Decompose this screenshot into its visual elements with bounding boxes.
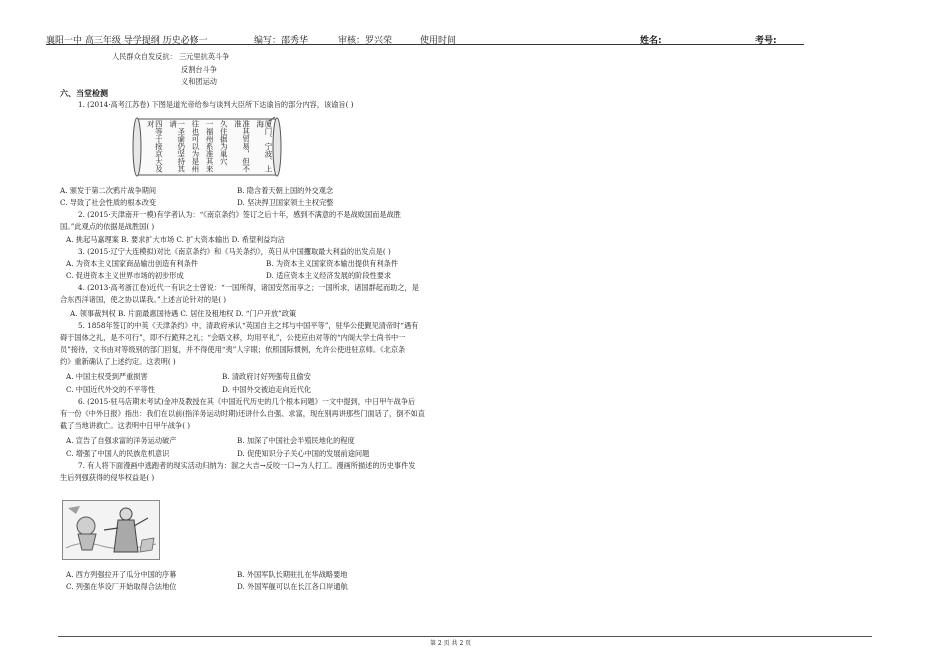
q2-stem-1: 2. (2015·天津南开一模)有学者认为：“《南京条约》签订之后十年，感到不满意的不是战败国而是战胜 (78, 210, 401, 219)
page-header (0, 0, 950, 46)
q1-option-b: B. 隐含着天朝上国的外交观念 (237, 186, 334, 195)
section-title: 六、当堂检测 (60, 89, 108, 98)
q6-stem-1: 6. (2015·驻马店期末考试)金冲及教授在其《中国近代历史的几个根本问题》一文中提到，中日甲午战争后 (78, 397, 416, 406)
q7-option-c: C. 列强在华设厂开始取得合法地位 (66, 582, 177, 591)
q4-options: A. 领事裁判权 B. 片面最惠国待遇 C. 居住及租地权 D. “门户开放”政策 (70, 309, 297, 318)
header-title: 襄阳一中 高三年级 导学提纲 历史必修一 (46, 36, 208, 46)
scroll-column-1: 厦门、宁波、上海 (255, 120, 273, 173)
q5-stem-4: 约》重新确认了上述约定。这表明( ) (60, 357, 176, 366)
q6-option-a: A. 宣告了自强求富的洋务运动破产 (66, 436, 177, 445)
header-reviewer: 审核：罗兴荣 (338, 36, 393, 46)
header-name-label: 姓名: (640, 36, 662, 46)
q3-option-b: B. 为资本主义国家资本输出提供有利条件 (266, 259, 399, 268)
q7-option-d: D. 外国军舰可以在长江各口岸通航 (237, 582, 348, 591)
q3-stem: 3. (2015·辽宁大连模拟)对比《南京条约》和《马关条约》，英日从中国攫取最大利益的出发点是( ) (78, 247, 391, 256)
scroll-column-3: 久住据为巢穴 (219, 120, 229, 165)
q6-option-b: B. 加深了中国社会半殖民地化的程度 (237, 436, 355, 445)
q1-option-d: D. 坚决捍卫国家领土主权完整 (237, 198, 334, 207)
scroll-column-2: 准其贸易，但不准 (233, 120, 251, 173)
page-number: 第 2 页 共 2 页 (430, 640, 472, 647)
q6-stem-3: 截了当地讲救亡。这表明中日甲午战争( ) (60, 421, 191, 430)
header-divider (46, 44, 804, 45)
q4-stem-2: 合东西洋诸国，使之协以谋我。”上述言论针对的是( ) (60, 295, 227, 304)
scroll-column-6: 一圣谕仍坚持其请 (168, 120, 186, 173)
q7-option-b: B. 外国军队长期驻扎在华战略要地 (237, 570, 348, 579)
q7-option-a: A. 西方列强拉开了瓜分中国的序幕 (66, 570, 177, 579)
q1-option-a: A. 颁发于第二次鸦片战争期间 (60, 186, 157, 195)
header-exam-no-label: 考号: (755, 36, 777, 46)
q3-option-d: D. 适应资本主义经济发展的阶段性要求 (266, 271, 392, 280)
header-editor: 编写：邵秀华 (254, 36, 309, 46)
q3-option-c: C. 促进资本主义世界市场的初步形成 (66, 271, 184, 280)
q5-stem-2: 碍于国体之礼，是不可行”，即不行跪拜之礼；“会晤文移，均用平礼”，公使应由对等的“内阁大学士尚书中一 (60, 333, 406, 342)
footer-divider (58, 636, 872, 637)
q5-option-a: A. 中国主权受到严重损害 (66, 372, 148, 381)
q5-option-d: D. 中国外交被迫走向近代化 (222, 385, 312, 394)
q5-stem-1: 5. 1858年签订的中英《天津条约》中，清政府承认“英国自主之邦与中国平等”，驻华公使觐见清帝时“遇有 (78, 321, 419, 330)
q4-stem-1: 4. (2013·高考浙江卷)近代一有识之士曾说：“一国所得，诸国安然而享之；一国所求，诸国群起而助之，是 (78, 283, 419, 292)
q6-option-c: C. 增强了中国人的民族危机意识 (66, 449, 170, 458)
q7-stem-2: 生后列强获得的侵华权益是( ) (60, 473, 155, 482)
q3-option-a: A. 为资本主义国家商品输出创造有利条件 (66, 259, 198, 268)
intro-line-3: 义和团运动 (181, 77, 217, 86)
q5-option-c: C. 中国近代外交的不平等性 (66, 385, 155, 394)
q6-option-d: D. 促使知识分子关心中国的发展前途问题 (237, 449, 370, 458)
header-use-time: 使用时间 (420, 36, 457, 46)
q7-stem-1: 7. 有人将下面漫画中逃跑者的现实活动归纳为：溜之大吉→反咬一口→为人打工。漫画所描述的历史事件发 (78, 461, 416, 470)
q5-option-b: B. 清政府讨好列强苟且偷安 (222, 372, 311, 381)
scroll-column-4: 一福州系准其来 (205, 120, 215, 173)
q1-option-c: C. 导致了社会性质的根本改变 (60, 198, 157, 207)
scroll-column-7: 四等于接京大及对 (146, 120, 164, 173)
q1-stem: 1. (2014·高考江苏卷) 下图是道光帝给参与谈判大臣所下达谕旨的部分内容，该谕旨( ) (78, 100, 354, 109)
cartoon-illustration (62, 500, 160, 560)
scroll-column-5: 往也可以为是州 (190, 120, 200, 173)
q5-stem-3: 员”接待，文书由对等级别的部门回复，并不得使用“夷”人字眼；依照国际惯例，允许公使进驻京师。《北京条 (60, 345, 406, 354)
intro-line-2: 反割台斗争 (181, 65, 217, 74)
q2-stem-2: 国。”此观点的依据是战胜国( ) (60, 222, 155, 231)
q6-stem-2: 有一份《中外日报》指出：我们在以前(指洋务运动时期)还讲什么自强、求富，现在别再讲那些门面话了，倒不如直 (60, 409, 425, 418)
q2-options: A. 挑起马嘉理案 B. 要求扩大市场 C. 扩大资本输出 D. 希望利益均沾 (66, 235, 285, 244)
intro-line-1: 人民群众自发反抗： 三元里抗英斗争 (112, 52, 230, 61)
scroll-text (146, 120, 272, 176)
